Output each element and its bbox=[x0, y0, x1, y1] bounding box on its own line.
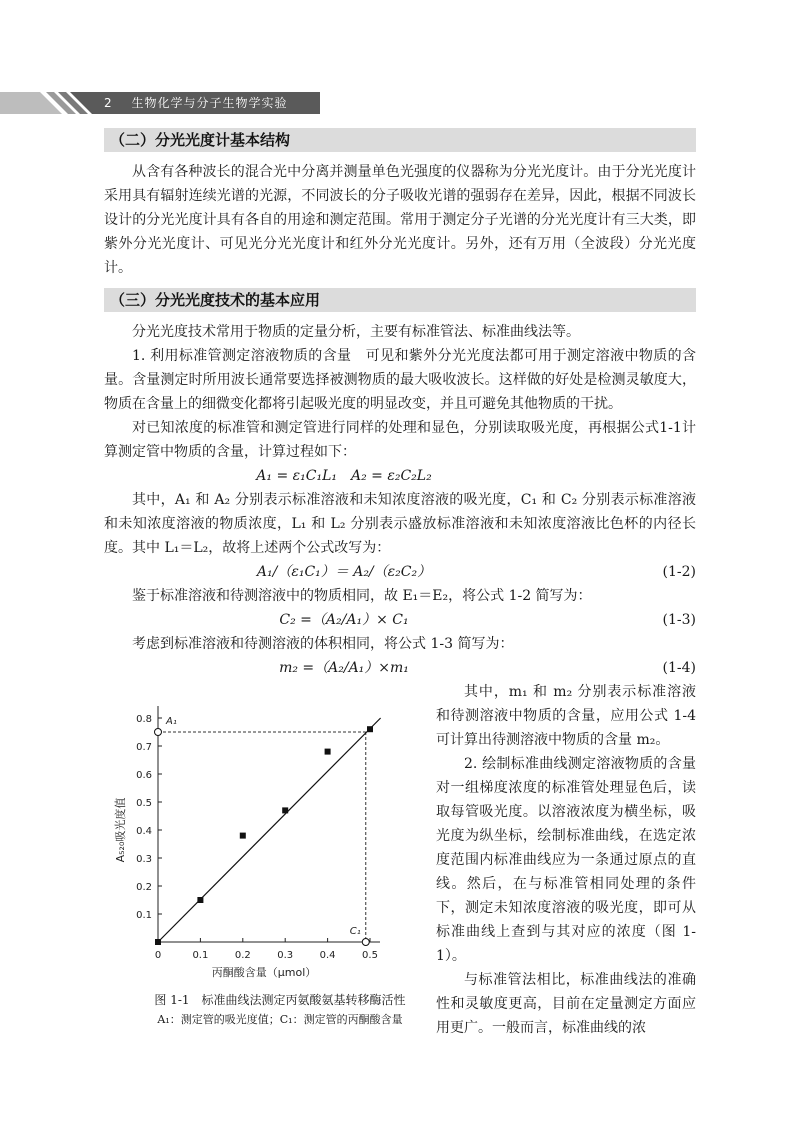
formula-1-2-text: A₁/（ε₁C₁）＝ A₂/（ε₂C₂） bbox=[256, 564, 432, 580]
chart-axes bbox=[158, 706, 380, 942]
data-point bbox=[240, 833, 246, 839]
y-tick-label: 0.6 bbox=[136, 770, 152, 781]
y-tick-label: 0.5 bbox=[136, 798, 152, 809]
figure-caption-note: A₁：测定管的吸光度值；C₁：测定管的丙酮酸含量 bbox=[157, 1013, 403, 1026]
x-tick-label: 0.3 bbox=[277, 950, 294, 961]
c1-label: C₁ bbox=[349, 926, 361, 937]
formula-1-3-number: (1-3) bbox=[662, 612, 696, 628]
formula-1-2-number: (1-2) bbox=[662, 564, 696, 580]
formula-1-1 bbox=[104, 464, 696, 488]
figure-caption: 图 1-1 标准曲线法测定丙氨酸氨基转移酶活性 bbox=[154, 993, 406, 1007]
a1-marker bbox=[155, 729, 162, 736]
c1-marker bbox=[362, 939, 369, 946]
y-tick-label: 0.4 bbox=[136, 826, 152, 837]
x-tick-label: 0.5 bbox=[362, 950, 378, 961]
x-tick-label: 0.2 bbox=[234, 950, 251, 961]
paragraph-standard-tube: 1. 利用标准管测定溶液物质的含量 可见和紫外分光光度法都可用于测定溶液中物质的含量。含量测定时所用波长通常要选择被测物质的最大吸收波长。这样做的好处是检测灵敏度大，物质在含量上的细微变化都将引起吸光度的明显改变，并且可避免其他物质的干扰。 bbox=[104, 348, 696, 412]
y-tick-label: 0.3 bbox=[136, 854, 152, 865]
formula-1-2 bbox=[104, 560, 696, 584]
y-tick-label: 0.8 bbox=[136, 714, 152, 725]
header-stripes-decoration bbox=[0, 92, 100, 114]
formula-1-4 bbox=[104, 656, 696, 680]
chart-ticks bbox=[136, 714, 378, 961]
paragraph-m-definitions: 其中，m₁ 和 m₂ 分别表示标准溶液和待测溶液中物质的含量，应用公式 1-4 可计算出待测溶液中物质的含量 m₂。 bbox=[436, 684, 696, 748]
section-heading-structure: （二）分光光度计基本结构 bbox=[104, 128, 696, 152]
y-tick-label: 0.2 bbox=[136, 882, 152, 893]
paragraph-comparison: 与标准管法相比，标准曲线法的准确性和灵敏度更高，目前在定量测定方面应用更广。一般而言，标准曲线的浓 bbox=[436, 972, 696, 1036]
formula-1-1-text: A₁ = ε₁C₁L₁ A₂ = ε₂C₂L₂ bbox=[256, 468, 432, 484]
section-heading-application: （三）分光光度技术的基本应用 bbox=[104, 288, 696, 312]
standard-curve-line bbox=[158, 718, 381, 942]
paragraph-intro: 分光光度技术常用于物质的定量分析，主要有标准管法、标准曲线法等。 bbox=[132, 324, 580, 340]
x-tick-label: 0.1 bbox=[192, 950, 209, 961]
paragraph-e-equal: 鉴于标准溶液和待测溶液中的物质相同，故 E₁＝E₂，将公式 1-2 简写为： bbox=[132, 588, 592, 604]
x-tick-label: 0 bbox=[154, 950, 162, 961]
chart-fit-line bbox=[158, 718, 381, 942]
a1-label: A₁ bbox=[166, 716, 177, 727]
paragraph-procedure: 对已知浓度的标准管和测定管进行同样的处理和显色，分别读取吸光度，再根据公式1-1计算测定管中物质的含量，计算过程如下： bbox=[104, 420, 696, 460]
formula-1-3 bbox=[104, 608, 696, 632]
x-tick-label: 0.4 bbox=[319, 950, 336, 961]
data-point bbox=[155, 939, 161, 945]
data-point bbox=[197, 897, 203, 903]
data-point bbox=[282, 807, 288, 813]
running-header bbox=[104, 94, 287, 112]
data-point bbox=[325, 749, 331, 755]
formula-1-3-text: C₂ =（A₂/A₁）× C₁ bbox=[279, 612, 409, 628]
page-number: 2 bbox=[104, 96, 113, 110]
y-tick-label: 0.7 bbox=[136, 742, 152, 753]
chart-labels bbox=[113, 716, 361, 979]
x-axis-label: 丙酮酸含量（μmol） bbox=[211, 966, 317, 979]
formula-1-4-text: m₂ =（A₂/A₁）×m₁ bbox=[279, 660, 409, 676]
paragraph-volume: 考虑到标准溶液和待测溶液的体积相同，将公式 1-3 简写为： bbox=[132, 636, 514, 652]
y-axis-label: A₅₂₀吸光度值 bbox=[114, 797, 127, 863]
data-point bbox=[367, 726, 373, 732]
book-title: 生物化学与分子生物学实验 bbox=[131, 96, 288, 110]
formula-1-4-number: (1-4) bbox=[662, 660, 696, 676]
paragraph-standard-curve: 2. 绘制标准曲线测定溶液物质的含量 对一组梯度浓度的标准管处理显色后，读取每管吸光度。以溶液浓度为横坐标，吸光度为纵坐标，绘制标准曲线，在选定浓度范围内标准曲线应为一条通过原点的直线。然后，在与标准管相同处理的条件下，测定未知浓度溶液的吸光度，即可从标准曲线上查到与其对应的浓度（图 1-1）。 bbox=[436, 756, 710, 964]
paragraph-definitions: 其中，A₁ 和 A₂ 分别表示标准溶液和未知浓度溶液的吸光度，C₁ 和 C₂ 分别表示标准溶液和未知浓度溶液的物质浓度，L₁ 和 L₂ 分别表示盛放标准溶液和未知浓度溶液比色杯的内径长度。其中 L₁＝L₂，故将上述两个公式改写为： bbox=[104, 492, 696, 556]
standard-curve-chart bbox=[110, 690, 420, 990]
y-tick-label: 0.1 bbox=[136, 910, 152, 921]
paragraph-structure: 从含有各种波长的混合光中分离并测量单色光强度的仪器称为分光光度计。由于分光光度计采用具有辐射连续光谱的光源，不同波长的分子吸收光谱的强弱存在差异，因此，根据不同波长设计的分光光度计具有各自的用途和测定范围。常用于测定分子光谱的分光光度计有三大类，即紫外分光光度计、可见光分光光度计和红外分光光度计。另外，还有万用（全波段）分光光度计。 bbox=[104, 164, 696, 276]
